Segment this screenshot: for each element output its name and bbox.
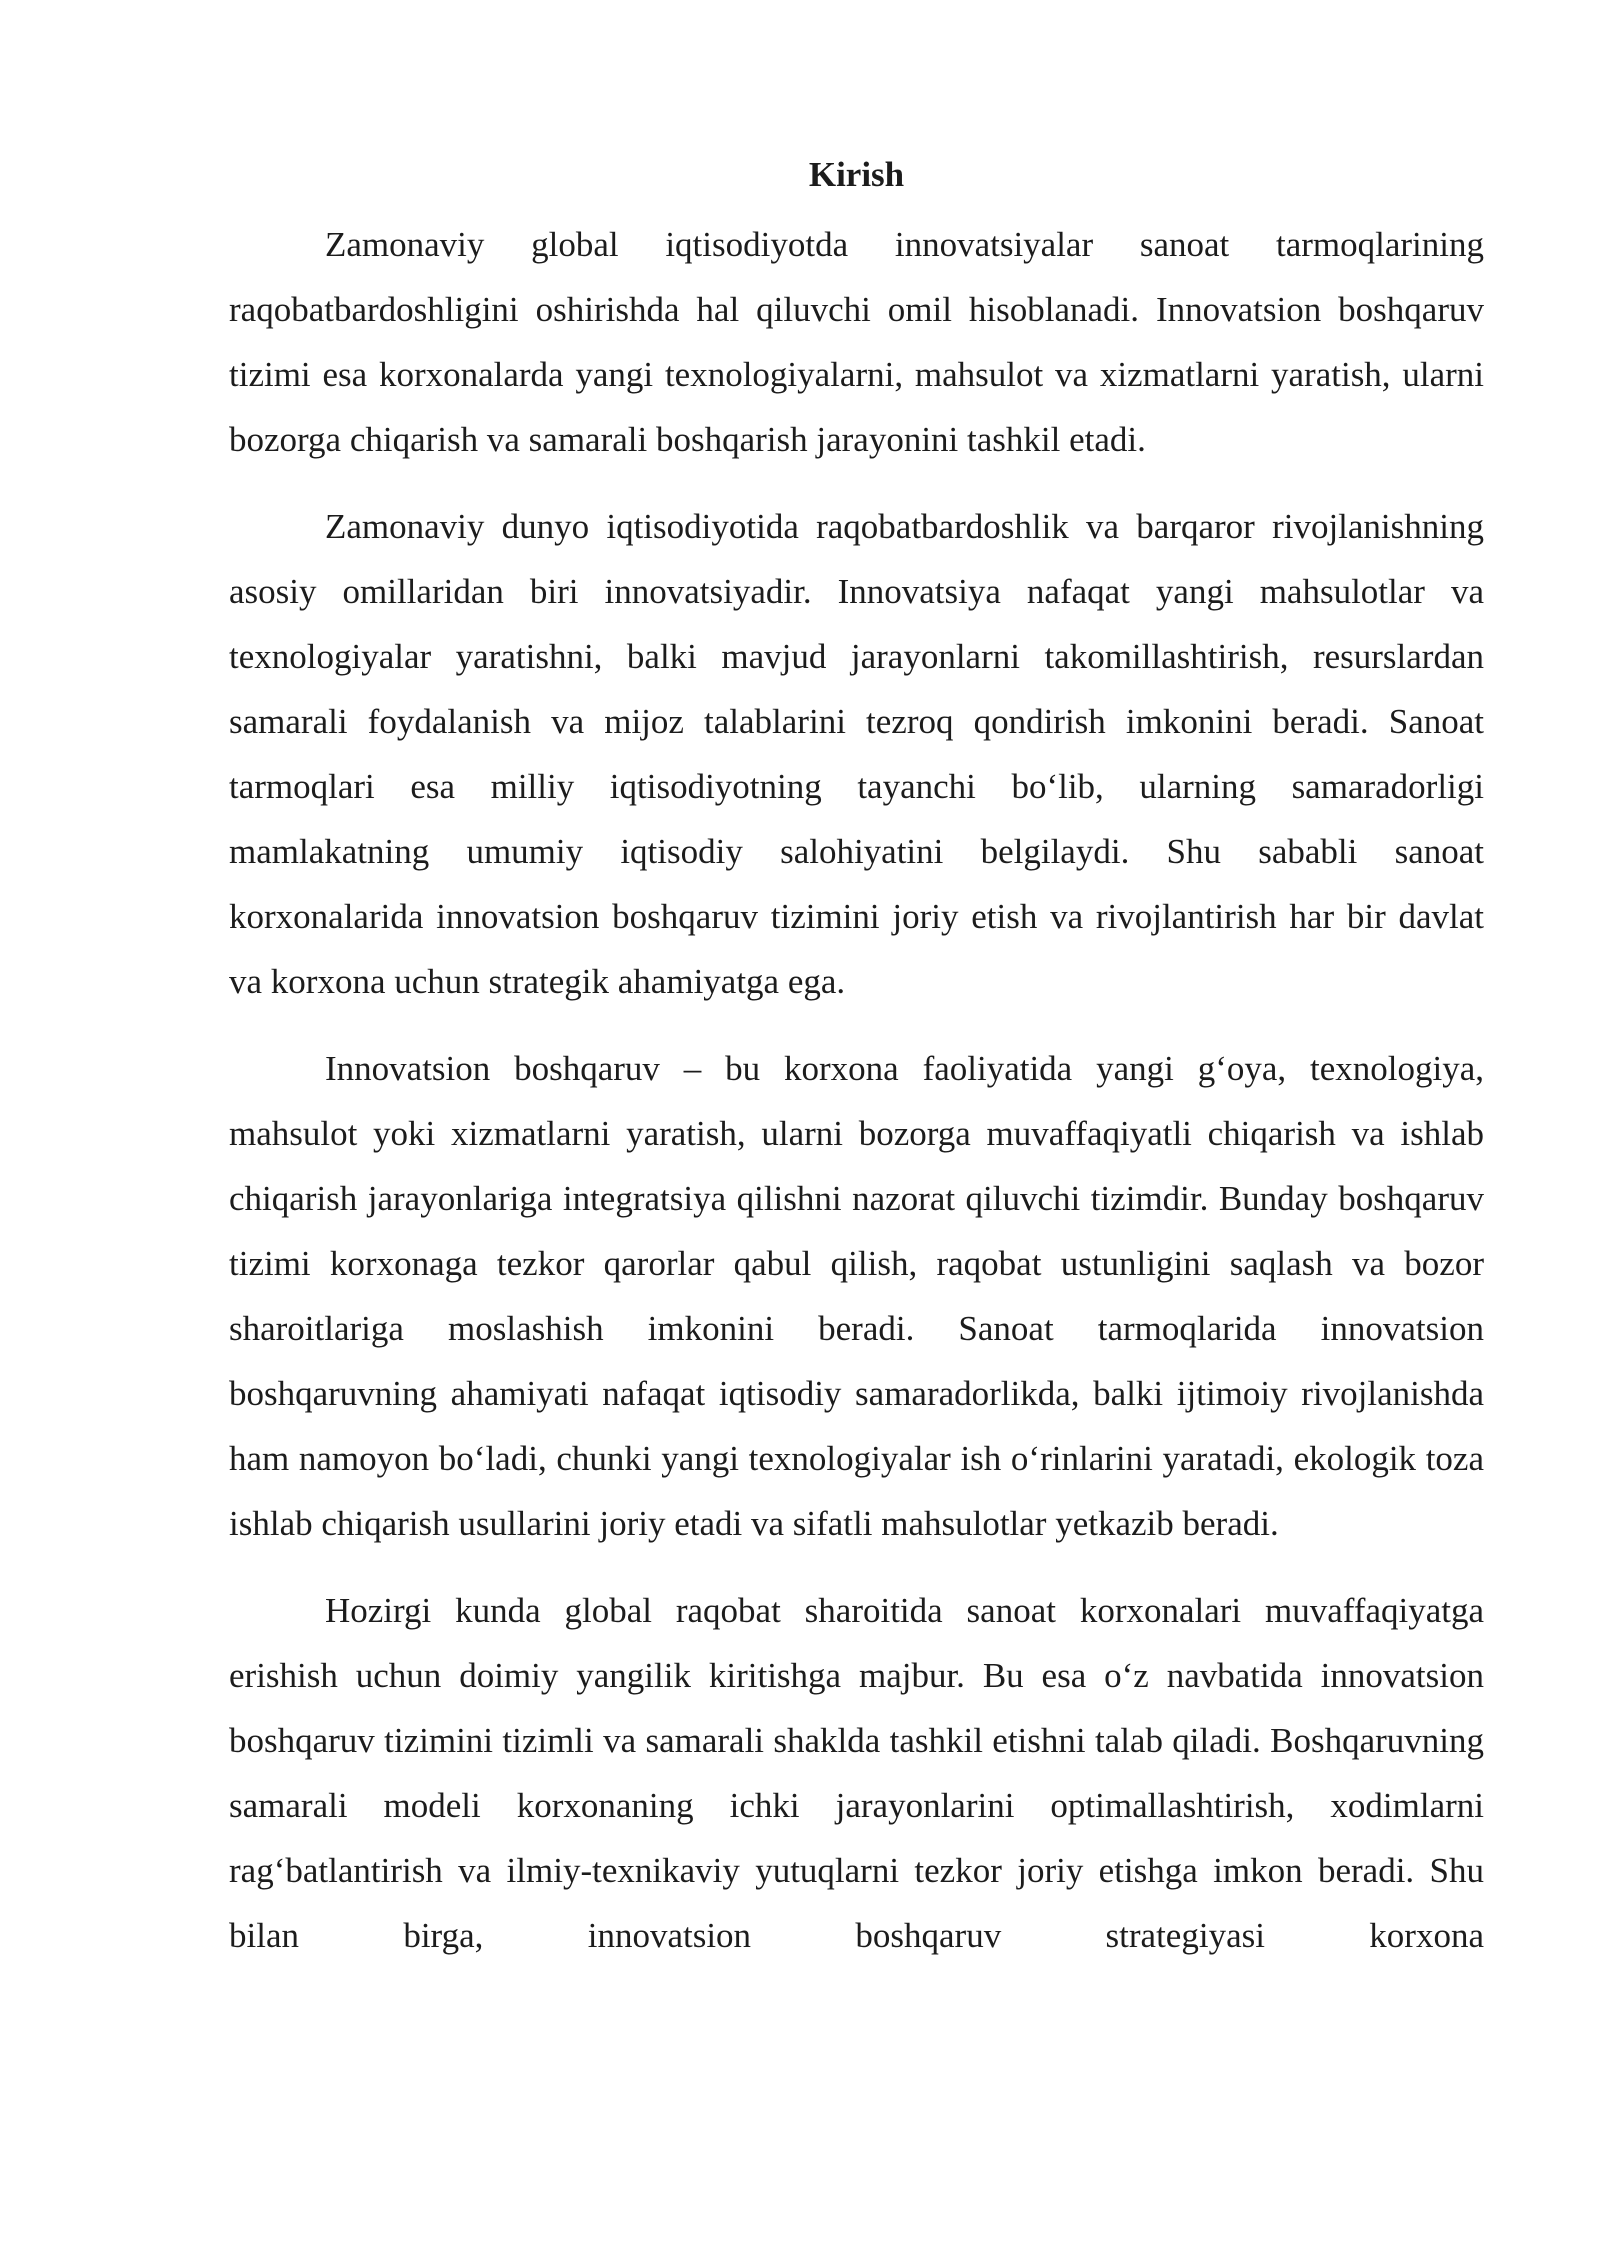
paragraph: Zamonaviy dunyo iqtisodiyotida raqobatbardoshlik va barqaror rivojlanishning asosiy omillaridan biri innovatsiyadir. Innovatsiya nafaqat yangi mahsulotlar va texnologiyalar yaratishni, balki mavjud jarayonlarni takomillashtirish, resurslardan samarali foydalanish va mijoz talablarini tezroq qondirish imkonini beradi. Sanoat tarmoqlari esa milliy iqtisodiyotning tayanchi bo‘lib, ularning samaradorligi mamlakatning umumiy iqtisodiy salohiyatini belgilaydi. Shu sababli sanoat korxonalarida innovatsion boshqaruv tizimini joriy etish va rivojlantirish har bir davlat va korxona uchun strategik ahamiyatga ega.	[229, 507, 1484, 1001]
paragraph: Hozirgi kunda global raqobat sharoitida sanoat korxonalari muvaffaqiyatga erishish uchun doimiy yangilik kiritishga majbur. Bu esa o‘z navbatida innovatsion boshqaruv tizimini tizimli va samarali shaklda tashkil etishni talab qiladi. Boshqaruvning samarali modeli korxonaning ichki jarayonlarini optimallashtirish, xodimlarni rag‘batlantirish va ilmiy-texnikaviy yutuqlarni tezkor joriy etishga imkon beradi. Shu bilan birga, innovatsion boshqaruv strategiyasi korxona	[229, 1591, 1484, 1955]
paragraph: Innovatsion boshqaruv – bu korxona faoliyatida yangi g‘oya, texnologiya, mahsulot yoki xizmatlarni yaratish, ularni bozorga muvaffaqiyatli chiqarish va ishlab chiqarish jarayonlariga integratsiya qilishni nazorat qiluvchi tizimdir. Bunday boshqaruv tizimi korxonaga tezkor qarorlar qabul qilish, raqobat ustunligini saqlash va bozor sharoitlariga moslashish imkonini beradi. Sanoat tarmoqlarida innovatsion boshqaruvning ahamiyati nafaqat iqtisodiy samaradorlikda, balki ijtimoiy rivojlanishda ham namoyon bo‘ladi, chunki yangi texnologiyalar ish o‘rinlarini yaratadi, ekologik toza ishlab chiqarish usullarini joriy etadi va sifatli mahsulotlar yetkazib beradi.	[229, 1049, 1484, 1543]
paragraph: Zamonaviy global iqtisodiyotda innovatsiyalar sanoat tarmoqlarining raqobatbardoshligini oshirishda hal qiluvchi omil hisoblanadi. Innovatsion boshqaruv tizimi esa korxonalarda yangi texnologiyalarni, mahsulot va xizmatlarni yaratish, ularni bozorga chiqarish va samarali boshqarish jarayonini tashkil etadi.	[229, 225, 1484, 459]
page-content	[229, 148, 1484, 1968]
page-title: Kirish	[808, 155, 905, 194]
